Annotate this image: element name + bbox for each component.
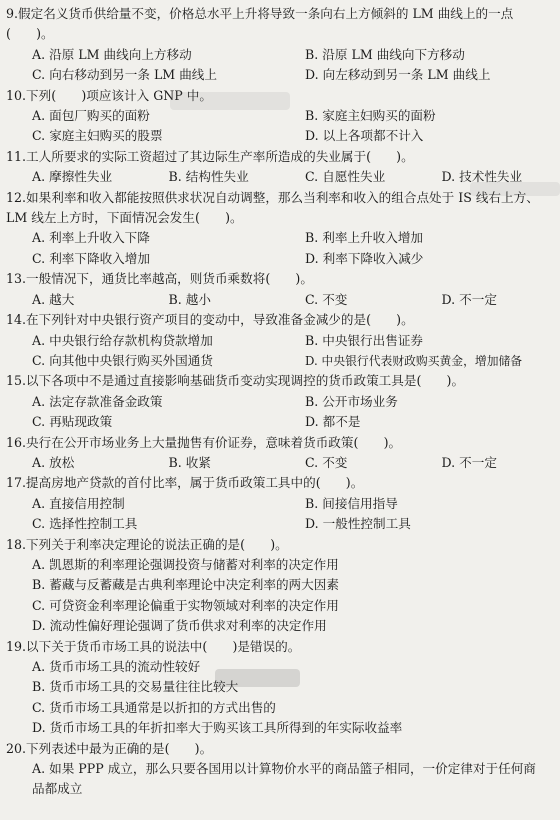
- question-stem: 13.一般情况下，通货比率越高，则货币乘数将( )。: [6, 271, 313, 287]
- option-row: [6, 45, 552, 65]
- option-a[interactable]: A. 放松: [32, 454, 75, 470]
- option-d[interactable]: D. 利率下降收入减少: [305, 250, 424, 266]
- question-16: [6, 433, 552, 474]
- question-11: [6, 147, 552, 188]
- option-row: [6, 65, 552, 85]
- option-row: [6, 228, 552, 248]
- question-10: [6, 86, 552, 147]
- option-d[interactable]: D. 流动性偏好理论强调了货币供求对利率的决定作用: [32, 618, 327, 634]
- question-18: [6, 535, 552, 637]
- option-a[interactable]: A. 沿原 LM 曲线向上方移动: [32, 46, 192, 62]
- option-d[interactable]: D. 不一定: [441, 291, 497, 307]
- option-row: [6, 331, 552, 351]
- question-15: [6, 371, 552, 432]
- option-row: [6, 494, 552, 514]
- option-a[interactable]: A. 如果 PPP 成立，那么只要各国用以计算物价水平的商品篮子相同，一价定律对于任何商品都成立: [32, 761, 536, 797]
- option-row: [6, 249, 552, 269]
- option-c[interactable]: C. 不变: [305, 291, 348, 307]
- option-c[interactable]: C. 家庭主妇购买的股票: [32, 128, 163, 144]
- question-13: [6, 269, 552, 310]
- option-c[interactable]: C. 利率下降收入增加: [32, 250, 150, 266]
- option-a[interactable]: A. 利率上升收入下降: [32, 230, 150, 246]
- option-row: [6, 126, 552, 146]
- option-row: [6, 106, 552, 126]
- question-stem: 17.提高房地产贷款的首付比率，属于货币政策工具中的( )。: [6, 475, 364, 491]
- option-row: [6, 392, 552, 412]
- option-d[interactable]: D. 都不是: [305, 414, 361, 430]
- option-d[interactable]: D. 中央银行代表财政购买黄金，增加储备: [305, 353, 523, 368]
- question-stem: 20.下列表述中最为正确的是( )。: [6, 740, 213, 756]
- option-row: [6, 453, 552, 473]
- option-d[interactable]: D. 一般性控制工具: [305, 516, 411, 532]
- question-stem: 16.央行在公开市场业务上大量抛售有价证券，意味着货币政策( )。: [6, 434, 402, 450]
- option-row: [6, 351, 552, 371]
- option-a[interactable]: A. 凯恩斯的利率理论强调投资与储蓄对利率的决定作用: [32, 556, 339, 572]
- question-14: [6, 310, 552, 371]
- option-c[interactable]: C. 可贷资金利率理论偏重于实物领域对利率的决定作用: [32, 597, 339, 613]
- question-stem: 18.下列关于利率决定理论的说法正确的是( )。: [6, 536, 288, 552]
- option-c[interactable]: C. 向右移动到另一条 LM 曲线上: [32, 67, 217, 83]
- option-b[interactable]: B. 公开市场业务: [305, 393, 398, 409]
- option-a[interactable]: A. 直接信用控制: [32, 495, 125, 511]
- option-b[interactable]: B. 收紧: [168, 454, 211, 470]
- question-19: [6, 637, 552, 739]
- option-b[interactable]: B. 货币市场工具的交易量往往比较大: [32, 679, 239, 695]
- question-12: [6, 188, 552, 270]
- option-b[interactable]: B. 间接信用指导: [305, 495, 398, 511]
- option-a[interactable]: A. 货币市场工具的流动性较好: [32, 659, 201, 674]
- option-b[interactable]: B. 中央银行出售证券: [305, 332, 424, 348]
- question-stem: 11.工人所要求的实际工资超过了其边际生产率所造成的失业属于( )。: [6, 148, 414, 164]
- option-c[interactable]: C. 向其他中央银行购买外国通货: [32, 352, 213, 368]
- option-c[interactable]: C. 自愿性失业: [305, 169, 386, 185]
- option-b[interactable]: B. 家庭主妇购买的面粉: [305, 108, 436, 124]
- option-b[interactable]: B. 利率上升收入增加: [305, 230, 424, 246]
- option-row: [6, 290, 552, 310]
- option-c[interactable]: C. 选择性控制工具: [32, 516, 138, 532]
- option-a[interactable]: A. 法定存款准备金政策: [32, 393, 163, 409]
- question-stem: 10.下列( )项应该计入 GNP 中。: [6, 87, 212, 103]
- option-b[interactable]: B. 越小: [168, 291, 211, 307]
- option-d[interactable]: D. 技术性失业: [441, 169, 523, 185]
- question-stem: 14.在下列针对中央银行资产项目的变动中，导致准备金减少的是( )。: [6, 312, 414, 328]
- option-row: [6, 412, 552, 432]
- option-b[interactable]: B. 蓄藏与反蓄藏是古典利率理论中决定利率的两大因素: [32, 577, 339, 593]
- option-d[interactable]: D. 以上各项都不计入: [305, 128, 424, 144]
- question-stem: 15.以下各项中不是通过直接影响基础货币变动实现调控的货币政策工具是( )。: [6, 373, 465, 389]
- option-row: [6, 167, 552, 187]
- question-9: [6, 4, 552, 86]
- question-stem: 9.假定名义货币供给量不变，价格总水平上升将导致一条向右上方倾斜的 LM 曲线上的一点( )。: [6, 6, 514, 42]
- option-a[interactable]: A. 越大: [32, 291, 75, 307]
- option-row: [6, 514, 552, 534]
- option-c[interactable]: C. 不变: [305, 454, 348, 470]
- option-a[interactable]: A. 面包厂购买的面粉: [32, 108, 150, 124]
- option-b[interactable]: B. 沿原 LM 曲线向下方移动: [305, 46, 465, 62]
- question-stem: 19.以下关于货币市场工具的说法中( )是错误的。: [6, 638, 301, 654]
- option-d[interactable]: D. 货币市场工具的年折扣率大于购买该工具所得到的年实际收益率: [32, 720, 403, 736]
- question-stem: 12.如果利率和收入都能按照供求状况自动调整，那么当利率和收入的组合点处于 IS 线右上方、LM 线左上方时，下面情况会发生( )。: [6, 189, 539, 226]
- option-a[interactable]: A. 中央银行给存款机构贷款增加: [32, 332, 213, 348]
- option-c[interactable]: C. 货币市场工具通常是以折扣的方式出售的: [32, 699, 276, 715]
- option-b[interactable]: B. 结构性失业: [168, 169, 249, 185]
- question-17: [6, 473, 552, 534]
- question-20: [6, 739, 552, 800]
- option-d[interactable]: D. 不一定: [441, 454, 497, 470]
- option-c[interactable]: C. 再贴现政策: [32, 414, 113, 430]
- option-d[interactable]: D. 向左移动到另一条 LM 曲线上: [305, 67, 491, 83]
- option-a[interactable]: A. 摩擦性失业: [32, 169, 113, 185]
